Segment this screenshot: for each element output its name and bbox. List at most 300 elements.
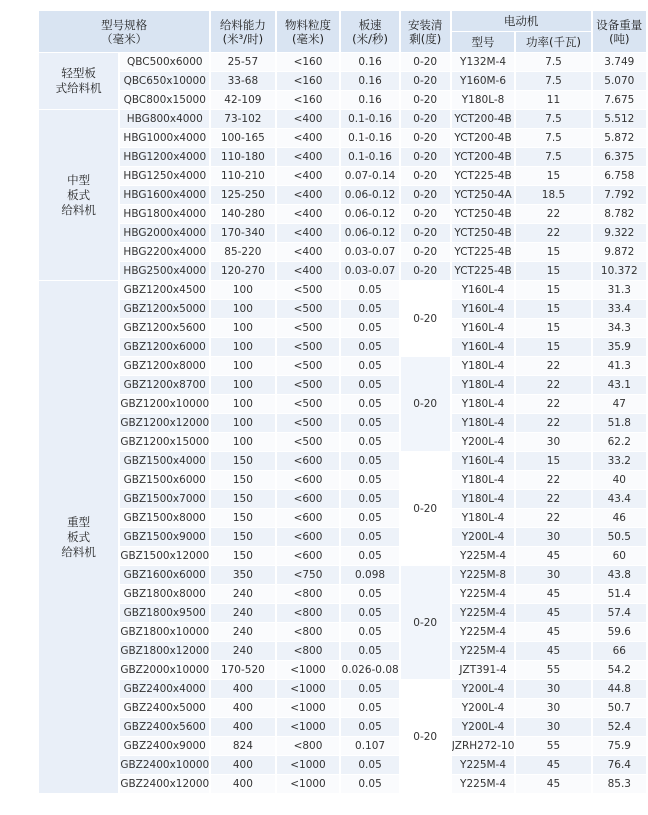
cell-weight: 43.1: [593, 376, 646, 394]
cell-model: GBZ1800x9500: [120, 604, 209, 622]
header-capacity: 给料能力 (米³/时): [211, 11, 274, 52]
cell-speed: 0.03-0.07: [341, 243, 398, 261]
cell-model: HBG1000x4000: [120, 129, 209, 147]
cell-granularity: <400: [277, 243, 340, 261]
table-row: [39, 490, 646, 508]
cell-capacity: 140-280: [211, 205, 274, 223]
cell-motor-power: 30: [516, 718, 590, 736]
cell-motor-power: 22: [516, 471, 590, 489]
table-row: [39, 357, 646, 375]
cell-weight: 5.872: [593, 129, 646, 147]
cell-capacity: 100: [211, 338, 274, 356]
cell-granularity: <1000: [277, 756, 340, 774]
category-cell: 中型 板式 给料机: [39, 110, 118, 280]
cell-weight: 35.9: [593, 338, 646, 356]
cell-speed: 0.05: [341, 300, 398, 318]
cell-motor-power: 7.5: [516, 110, 590, 128]
cell-weight: 6.375: [593, 148, 646, 166]
cell-granularity: <400: [277, 224, 340, 242]
table-row: [39, 699, 646, 717]
table-row: [39, 433, 646, 451]
cell-capacity: 110-180: [211, 148, 274, 166]
cell-motor-power: 15: [516, 243, 590, 261]
cell-motor-model: Y200L-4: [452, 680, 515, 698]
cell-weight: 51.4: [593, 585, 646, 603]
table-body: [39, 53, 646, 793]
cell-weight: 5.512: [593, 110, 646, 128]
table-row: [39, 604, 646, 622]
header-granularity: 物料粒度 (毫米): [277, 11, 340, 52]
cell-model: HBG1800x4000: [120, 205, 209, 223]
cell-motor-model: Y160L-4: [452, 319, 515, 337]
cell-granularity: <500: [277, 376, 340, 394]
cell-granularity: <600: [277, 547, 340, 565]
cell-model: GBZ2000x10000: [120, 661, 209, 679]
cell-granularity: <500: [277, 395, 340, 413]
cell-motor-model: Y225M-4: [452, 547, 515, 565]
cell-motor-model: YCT200-4B: [452, 129, 515, 147]
cell-motor-power: 45: [516, 585, 590, 603]
cell-speed: 0.05: [341, 471, 398, 489]
cell-granularity: <1000: [277, 680, 340, 698]
cell-speed: 0.05: [341, 775, 398, 793]
cell-speed: 0.06-0.12: [341, 205, 398, 223]
cell-capacity: 240: [211, 585, 274, 603]
table-row: [39, 243, 646, 261]
cell-model: GBZ1500x8000: [120, 509, 209, 527]
cell-granularity: <500: [277, 414, 340, 432]
table-row: [39, 718, 646, 736]
cell-capacity: 350: [211, 566, 274, 584]
cell-weight: 8.782: [593, 205, 646, 223]
cell-install: 0-20: [401, 224, 450, 242]
cell-motor-model: Y200L-4: [452, 699, 515, 717]
cell-model: GBZ2400x12000: [120, 775, 209, 793]
cell-speed: 0.05: [341, 319, 398, 337]
cell-weight: 50.5: [593, 528, 646, 546]
cell-motor-model: Y160L-4: [452, 300, 515, 318]
table-row: [39, 129, 646, 147]
cell-motor-model: Y225M-4: [452, 775, 515, 793]
cell-granularity: <500: [277, 433, 340, 451]
install-group-cell: 0-20: [401, 452, 450, 565]
cell-motor-model: Y132M-4: [452, 53, 515, 71]
cell-motor-power: 15: [516, 167, 590, 185]
cell-model: GBZ1800x10000: [120, 623, 209, 641]
cell-capacity: 42-109: [211, 91, 274, 109]
cell-weight: 85.3: [593, 775, 646, 793]
table-row: [39, 148, 646, 166]
cell-motor-power: 7.5: [516, 53, 590, 71]
table-row: [39, 775, 646, 793]
table-header: [39, 11, 646, 52]
cell-capacity: 100: [211, 300, 274, 318]
cell-capacity: 400: [211, 756, 274, 774]
cell-speed: 0.05: [341, 585, 398, 603]
cell-model: GBZ1200x15000: [120, 433, 209, 451]
cell-motor-model: Y180L-4: [452, 509, 515, 527]
cell-motor-model: Y200L-4: [452, 528, 515, 546]
cell-motor-model: Y225M-4: [452, 756, 515, 774]
cell-speed: 0.05: [341, 376, 398, 394]
cell-model: GBZ2400x5600: [120, 718, 209, 736]
cell-granularity: <400: [277, 262, 340, 280]
cell-weight: 54.2: [593, 661, 646, 679]
cell-weight: 40: [593, 471, 646, 489]
cell-granularity: <400: [277, 148, 340, 166]
cell-weight: 33.4: [593, 300, 646, 318]
cell-model: GBZ1800x8000: [120, 585, 209, 603]
cell-weight: 59.6: [593, 623, 646, 641]
cell-capacity: 120-270: [211, 262, 274, 280]
cell-weight: 10.372: [593, 262, 646, 280]
cell-model: GBZ2400x10000: [120, 756, 209, 774]
table-row: [39, 566, 646, 584]
table-row: [39, 224, 646, 242]
cell-motor-model: Y180L-4: [452, 395, 515, 413]
cell-capacity: 150: [211, 490, 274, 508]
cell-granularity: <600: [277, 452, 340, 470]
header-motor-model: 型号: [452, 32, 515, 52]
table-row: [39, 300, 646, 318]
cell-weight: 34.3: [593, 319, 646, 337]
cell-weight: 7.792: [593, 186, 646, 204]
table-row: [39, 509, 646, 527]
table-row: [39, 623, 646, 641]
cell-motor-power: 55: [516, 661, 590, 679]
table-row: [39, 205, 646, 223]
cell-motor-model: Y160M-6: [452, 72, 515, 90]
cell-speed: 0.05: [341, 338, 398, 356]
cell-motor-model: JZRH272-10: [452, 737, 515, 755]
cell-motor-power: 22: [516, 205, 590, 223]
cell-granularity: <600: [277, 490, 340, 508]
table-row: [39, 91, 646, 109]
cell-weight: 44.8: [593, 680, 646, 698]
cell-speed: 0.16: [341, 91, 398, 109]
cell-motor-power: 30: [516, 566, 590, 584]
cell-model: HBG800x4000: [120, 110, 209, 128]
table-row: [39, 642, 646, 660]
cell-speed: 0.05: [341, 433, 398, 451]
cell-motor-model: YCT250-4B: [452, 224, 515, 242]
cell-motor-model: Y160L-4: [452, 338, 515, 356]
cell-speed: 0.05: [341, 509, 398, 527]
cell-speed: 0.05: [341, 414, 398, 432]
cell-granularity: <400: [277, 129, 340, 147]
cell-granularity: <800: [277, 585, 340, 603]
install-group-cell: 0-20: [401, 357, 450, 451]
cell-motor-model: YCT225-4B: [452, 167, 515, 185]
cell-weight: 60: [593, 547, 646, 565]
header-weight: 设备重量 (吨): [593, 11, 646, 52]
cell-speed: 0.05: [341, 718, 398, 736]
cell-motor-model: Y180L-4: [452, 490, 515, 508]
cell-speed: 0.05: [341, 623, 398, 641]
cell-capacity: 85-220: [211, 243, 274, 261]
cell-capacity: 150: [211, 471, 274, 489]
cell-motor-power: 45: [516, 623, 590, 641]
cell-capacity: 400: [211, 699, 274, 717]
table-row: [39, 53, 646, 71]
cell-capacity: 33-68: [211, 72, 274, 90]
cell-granularity: <600: [277, 471, 340, 489]
cell-weight: 7.675: [593, 91, 646, 109]
cell-model: GBZ1200x8700: [120, 376, 209, 394]
cell-install: 0-20: [401, 110, 450, 128]
category-cell: 重型 板式 给料机: [39, 281, 118, 793]
table-row: [39, 661, 646, 679]
cell-speed: 0.16: [341, 72, 398, 90]
cell-weight: 51.8: [593, 414, 646, 432]
cell-motor-model: Y180L-4: [452, 471, 515, 489]
cell-weight: 43.8: [593, 566, 646, 584]
cell-motor-model: Y180L-4: [452, 376, 515, 394]
cell-motor-power: 22: [516, 490, 590, 508]
cell-weight: 62.2: [593, 433, 646, 451]
cell-speed: 0.026-0.08: [341, 661, 398, 679]
cell-model: QBC800x15000: [120, 91, 209, 109]
cell-speed: 0.05: [341, 528, 398, 546]
cell-speed: 0.16: [341, 53, 398, 71]
cell-granularity: <600: [277, 509, 340, 527]
header-motor: 电动机: [452, 11, 591, 31]
cell-speed: 0.07-0.14: [341, 167, 398, 185]
cell-capacity: 150: [211, 528, 274, 546]
cell-install: 0-20: [401, 148, 450, 166]
table-row: [39, 471, 646, 489]
cell-motor-power: 15: [516, 262, 590, 280]
cell-granularity: <500: [277, 319, 340, 337]
cell-motor-model: Y225M-4: [452, 642, 515, 660]
cell-granularity: <160: [277, 53, 340, 71]
cell-motor-model: Y225M-4: [452, 623, 515, 641]
cell-model: HBG1600x4000: [120, 186, 209, 204]
cell-granularity: <500: [277, 338, 340, 356]
cell-install: 0-20: [401, 91, 450, 109]
cell-speed: 0.1-0.16: [341, 148, 398, 166]
cell-granularity: <160: [277, 91, 340, 109]
header-speed: 板速 (米/秒): [341, 11, 398, 52]
cell-weight: 9.872: [593, 243, 646, 261]
table-row: [39, 414, 646, 432]
feeder-spec-sheet: [37, 10, 648, 794]
cell-granularity: <800: [277, 623, 340, 641]
cell-model: GBZ1200x4500: [120, 281, 209, 299]
cell-speed: 0.05: [341, 642, 398, 660]
cell-model: GBZ1500x4000: [120, 452, 209, 470]
cell-motor-power: 22: [516, 509, 590, 527]
cell-capacity: 100: [211, 414, 274, 432]
cell-speed: 0.03-0.07: [341, 262, 398, 280]
table-row: [39, 72, 646, 90]
cell-model: GBZ1500x7000: [120, 490, 209, 508]
cell-model: HBG2200x4000: [120, 243, 209, 261]
cell-model: GBZ1200x5600: [120, 319, 209, 337]
cell-motor-power: 45: [516, 775, 590, 793]
cell-motor-power: 30: [516, 528, 590, 546]
cell-capacity: 400: [211, 680, 274, 698]
cell-model: HBG2000x4000: [120, 224, 209, 242]
cell-capacity: 25-57: [211, 53, 274, 71]
table-row: [39, 547, 646, 565]
cell-capacity: 170-340: [211, 224, 274, 242]
cell-motor-power: 15: [516, 319, 590, 337]
cell-granularity: <400: [277, 186, 340, 204]
cell-speed: 0.1-0.16: [341, 129, 398, 147]
cell-motor-model: Y180L-8: [452, 91, 515, 109]
cell-granularity: <1000: [277, 775, 340, 793]
cell-granularity: <1000: [277, 718, 340, 736]
cell-speed: 0.05: [341, 680, 398, 698]
cell-motor-model: JZT391-4: [452, 661, 515, 679]
table-row: [39, 528, 646, 546]
cell-motor-power: 55: [516, 737, 590, 755]
cell-speed: 0.05: [341, 547, 398, 565]
cell-model: GBZ1200x8000: [120, 357, 209, 375]
cell-granularity: <750: [277, 566, 340, 584]
cell-capacity: 240: [211, 642, 274, 660]
cell-install: 0-20: [401, 205, 450, 223]
table-row: [39, 262, 646, 280]
cell-model: GBZ1200x5000: [120, 300, 209, 318]
cell-motor-model: Y160L-4: [452, 281, 515, 299]
cell-motor-power: 18.5: [516, 186, 590, 204]
cell-motor-power: 30: [516, 680, 590, 698]
cell-weight: 66: [593, 642, 646, 660]
cell-granularity: <600: [277, 528, 340, 546]
cell-motor-power: 22: [516, 224, 590, 242]
cell-capacity: 100-165: [211, 129, 274, 147]
cell-motor-model: YCT250-4B: [452, 205, 515, 223]
cell-install: 0-20: [401, 72, 450, 90]
cell-weight: 57.4: [593, 604, 646, 622]
cell-granularity: <1000: [277, 661, 340, 679]
cell-model: GBZ2400x4000: [120, 680, 209, 698]
cell-motor-power: 7.5: [516, 129, 590, 147]
cell-motor-power: 7.5: [516, 72, 590, 90]
cell-motor-model: Y225M-4: [452, 585, 515, 603]
cell-capacity: 170-520: [211, 661, 274, 679]
cell-capacity: 100: [211, 319, 274, 337]
table-row: [39, 585, 646, 603]
cell-granularity: <400: [277, 110, 340, 128]
header-motor-power: 功率(千瓦): [516, 32, 590, 52]
cell-capacity: 100: [211, 433, 274, 451]
cell-install: 0-20: [401, 186, 450, 204]
cell-motor-power: 45: [516, 756, 590, 774]
cell-motor-power: 30: [516, 433, 590, 451]
cell-speed: 0.05: [341, 395, 398, 413]
cell-motor-power: 15: [516, 338, 590, 356]
cell-granularity: <400: [277, 167, 340, 185]
cell-motor-model: YCT225-4B: [452, 243, 515, 261]
cell-speed: 0.05: [341, 357, 398, 375]
table-row: [39, 319, 646, 337]
install-group-cell: 0-20: [401, 281, 450, 356]
cell-model: GBZ2400x5000: [120, 699, 209, 717]
cell-weight: 76.4: [593, 756, 646, 774]
table-row: [39, 186, 646, 204]
cell-speed: 0.05: [341, 452, 398, 470]
cell-weight: 31.3: [593, 281, 646, 299]
cell-motor-model: YCT200-4B: [452, 110, 515, 128]
cell-weight: 75.9: [593, 737, 646, 755]
cell-granularity: <1000: [277, 699, 340, 717]
cell-model: GBZ1200x6000: [120, 338, 209, 356]
cell-model: GBZ1500x9000: [120, 528, 209, 546]
cell-install: 0-20: [401, 262, 450, 280]
cell-capacity: 73-102: [211, 110, 274, 128]
cell-speed: 0.107: [341, 737, 398, 755]
cell-granularity: <800: [277, 737, 340, 755]
spec-table: [37, 10, 648, 794]
table-row: [39, 452, 646, 470]
table-row: [39, 338, 646, 356]
cell-model: HBG1250x4000: [120, 167, 209, 185]
category-cell: 轻型板 式给料机: [39, 53, 118, 109]
cell-motor-power: 15: [516, 300, 590, 318]
cell-install: 0-20: [401, 129, 450, 147]
cell-granularity: <160: [277, 72, 340, 90]
cell-weight: 43.4: [593, 490, 646, 508]
cell-speed: 0.05: [341, 756, 398, 774]
cell-motor-power: 7.5: [516, 148, 590, 166]
cell-granularity: <500: [277, 357, 340, 375]
cell-motor-model: Y180L-4: [452, 357, 515, 375]
cell-motor-power: 11: [516, 91, 590, 109]
cell-granularity: <800: [277, 604, 340, 622]
cell-install: 0-20: [401, 243, 450, 261]
table-row: [39, 737, 646, 755]
cell-weight: 9.322: [593, 224, 646, 242]
cell-capacity: 150: [211, 509, 274, 527]
table-row: [39, 281, 646, 299]
cell-weight: 41.3: [593, 357, 646, 375]
cell-capacity: 110-210: [211, 167, 274, 185]
cell-speed: 0.1-0.16: [341, 110, 398, 128]
cell-capacity: 100: [211, 281, 274, 299]
cell-speed: 0.05: [341, 604, 398, 622]
cell-motor-model: Y180L-4: [452, 414, 515, 432]
cell-weight: 33.2: [593, 452, 646, 470]
cell-model: QBC500x6000: [120, 53, 209, 71]
cell-motor-model: YCT225-4B: [452, 262, 515, 280]
table-row: [39, 110, 646, 128]
cell-granularity: <800: [277, 642, 340, 660]
cell-model: GBZ1800x12000: [120, 642, 209, 660]
cell-motor-power: 22: [516, 357, 590, 375]
cell-weight: 50.7: [593, 699, 646, 717]
cell-model: HBG2500x4000: [120, 262, 209, 280]
cell-capacity: 400: [211, 775, 274, 793]
cell-motor-power: 15: [516, 281, 590, 299]
cell-motor-power: 22: [516, 395, 590, 413]
cell-model: GBZ1200x10000: [120, 395, 209, 413]
cell-motor-power: 30: [516, 699, 590, 717]
cell-weight: 46: [593, 509, 646, 527]
cell-weight: 47: [593, 395, 646, 413]
cell-model: GBZ1500x6000: [120, 471, 209, 489]
install-group-cell: 0-20: [401, 566, 450, 679]
cell-install: 0-20: [401, 53, 450, 71]
cell-motor-power: 45: [516, 642, 590, 660]
cell-capacity: 150: [211, 452, 274, 470]
cell-weight: 6.758: [593, 167, 646, 185]
cell-model: GBZ1200x12000: [120, 414, 209, 432]
cell-weight: 3.749: [593, 53, 646, 71]
cell-capacity: 125-250: [211, 186, 274, 204]
